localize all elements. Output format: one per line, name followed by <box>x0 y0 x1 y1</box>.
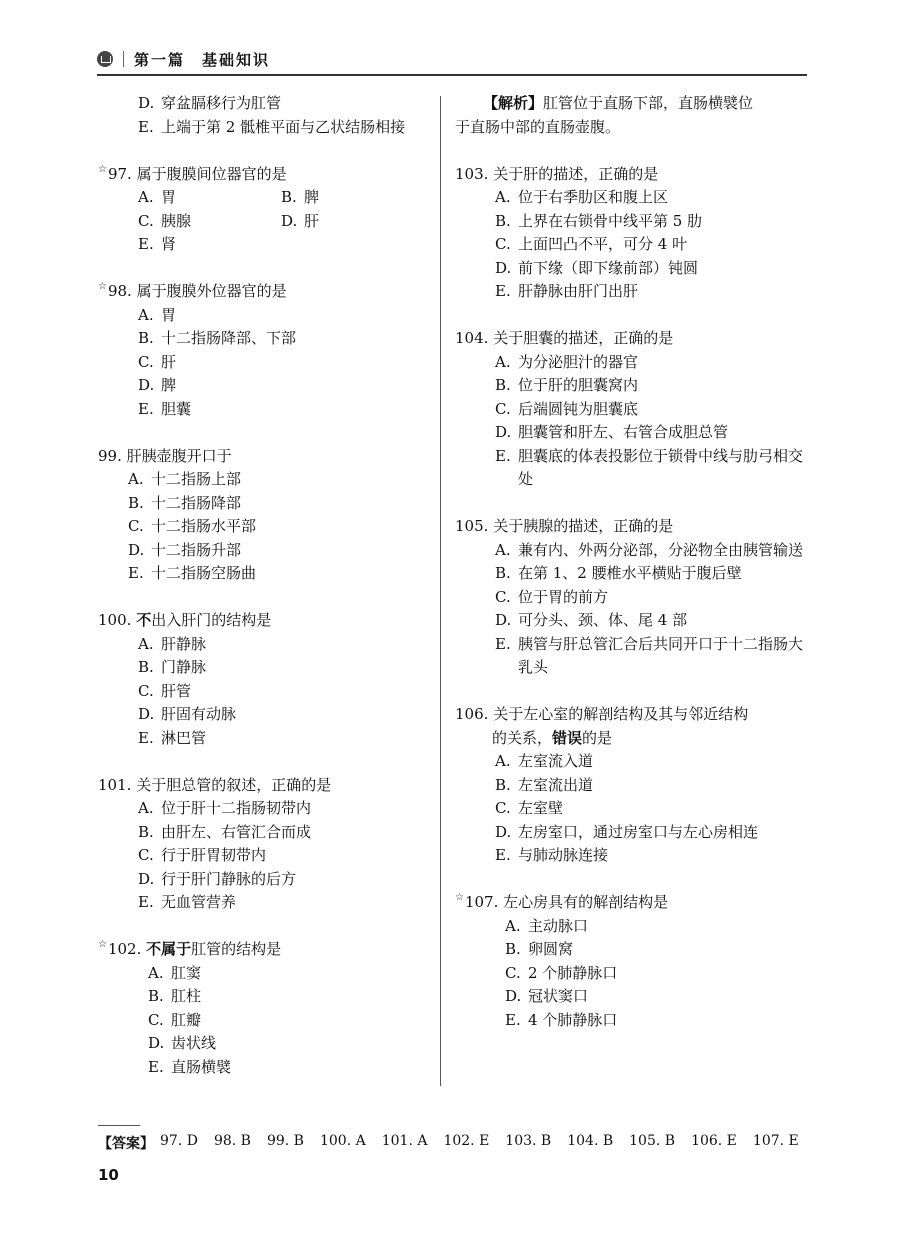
question-text: 关于胆囊的描述，正确的是 <box>493 329 674 347</box>
header-rule <box>97 74 807 76</box>
option-row: E. 肾 <box>138 235 177 253</box>
star-icon: ☆ <box>98 281 107 292</box>
answer-item: 99. B <box>266 1133 304 1149</box>
header-title: 第一篇 基础知识 <box>134 50 271 69</box>
question-number: 97. <box>107 164 132 183</box>
option: E. 上端于第 2 骶椎平面与乙状结肠相接 <box>138 117 406 136</box>
question-number: 102. <box>107 940 142 958</box>
answer-key-label: 【答案】 <box>98 1136 154 1152</box>
question-number: 100. <box>98 611 132 629</box>
left-column <box>98 92 428 1103</box>
question-stem-cont: 的关系，错误的是 <box>492 728 613 747</box>
star-icon: ☆ <box>98 939 107 950</box>
question-number: 105. <box>455 517 489 535</box>
answer-item: 98. B <box>213 1133 251 1149</box>
option-row: A. 胃 B. 脾 <box>138 188 320 206</box>
question-text: 肛管的结构是 <box>191 940 282 958</box>
page-number: 10 <box>98 1166 119 1184</box>
answer-item: 101. A <box>381 1133 428 1149</box>
question-text: 关于肝的描述，正确的是 <box>493 164 659 183</box>
question-stem <box>98 445 428 469</box>
star-icon: ☆ <box>98 163 107 175</box>
question-text: 出入肝门的结构是 <box>151 611 272 629</box>
question-97 <box>98 163 428 257</box>
question-number: 99. <box>98 446 122 465</box>
question-stem <box>98 774 428 798</box>
question-number: 107. <box>464 893 499 911</box>
question-105: 105. 关于胰腺的描述，正确的是 A. 兼有内、外两分泌部，分泌物全由胰管输送 B. 在第 1、2 腰椎水平横贴于腹后壁 C. 位于胃的前方 D. 可分头、颈、体、尾 4 部 E. 胰管与肝总管汇合后共同开口于十二指肠大乳头 <box>455 515 807 680</box>
header-separator <box>123 51 124 67</box>
running-header <box>97 44 807 74</box>
book-icon <box>97 51 113 67</box>
question-103: 103. 关于肝的描述，正确的是 A. 位于右季肋区和腹上区 B. 上界在右锁骨中线平第 5 肋 C. 上面凹凸不平，可分 4 叶 D. 前下缘（即下缘前部）钝圆 E. 肝静脉由肝门出肝 <box>455 163 807 304</box>
emphasis-text: 错误 <box>552 728 583 747</box>
option-row: C. 胰腺 D. 肝 <box>138 211 320 230</box>
question-100: 100. 不 出入肝门的结构是 A. 肝静脉 B. 门静脉 C. 肝管 D. 肝固有动脉 E. 淋巴管 <box>98 609 428 750</box>
question-99: 99. 肝胰壶腹开口于 A. 十二指肠上部 B. 十二指肠降部 C. 十二指肠水平部 D. 十二指肠升部 E. 十二指肠空肠曲 <box>98 445 428 586</box>
question-98: ☆ 98. 属于腹膜外位器官的是 A. 胃 B. 十二指肠降部、下部 C. 肝 D. 脾 E. 胆囊 <box>98 280 428 421</box>
question-stem <box>455 327 807 351</box>
explanation-line: 【解析】肛管位于直肠下部，直肠横襞位 <box>483 94 754 112</box>
option: D. 穿盆膈移行为肛管 <box>138 94 282 112</box>
question-106: 106. 关于左心室的解剖结构及其与邻近结构 的关系，错误的是 A. 左室流入道 B. 左室流出道 C. 左室壁 D. 左房室口，通过房室口与左心房相连 E. 与肺动脉连接 <box>455 703 807 868</box>
question-stem <box>455 891 807 915</box>
answer-item: 97. D <box>160 1133 198 1149</box>
question-text: 关于左心室的解剖结构及其与邻近结构 <box>493 705 749 723</box>
answer-item: 102. E <box>443 1133 490 1149</box>
answer-item: 105. B <box>629 1133 676 1149</box>
answer-key <box>98 1133 815 1153</box>
question-101: 101. 关于胆总管的叙述，正确的是 A. 位于肝十二指肠韧带内 B. 由肝左、右管汇合而成 C. 行于肝胃韧带内 D. 行于肝门静脉的后方 E. 无血管营养 <box>98 774 428 915</box>
question-text: 关于胰腺的描述，正确的是 <box>493 517 674 535</box>
emphasis-text: 不 <box>136 611 152 629</box>
question-stem <box>98 280 428 304</box>
question-stem <box>98 609 428 633</box>
question-96-tail <box>98 92 428 139</box>
question-number: 106. <box>455 705 489 723</box>
emphasis-text: 不属于 <box>146 940 192 958</box>
question-text: 左心房具有的解剖结构是 <box>503 893 669 911</box>
question-102: ☆ 102. 不属于 肛管的结构是 A. 肛窦 B. 肛柱 C. 肛瓣 D. 齿状线 E. 直肠横襞 <box>98 938 428 1079</box>
question-stem <box>98 938 428 962</box>
answer-rule <box>98 1125 140 1126</box>
question-stem <box>455 703 807 727</box>
right-column <box>455 92 807 1056</box>
question-number: 98. <box>107 282 132 300</box>
question-107: ☆ 107. 左心房具有的解剖结构是 A. 主动脉口 B. 卵圆窝 C. 2 个肺静脉口 D. 冠状窦口 E. 4 个肺静脉口 <box>455 891 807 1032</box>
answer-item: 107. E <box>752 1133 799 1149</box>
answer-item: 103. B <box>505 1133 552 1149</box>
answer-item: 104. B <box>567 1133 614 1149</box>
question-number: 101. <box>98 775 132 794</box>
question-text: 属于腹膜外位器官的是 <box>136 282 287 300</box>
explanation-block <box>455 92 807 139</box>
explanation-tag: 【解析】 <box>483 94 544 112</box>
question-stem <box>455 163 807 187</box>
question-text: 肝胰壶腹开口于 <box>126 446 232 465</box>
column-divider <box>440 96 441 1086</box>
answer-item: 106. E <box>691 1133 737 1149</box>
question-number: 104. <box>455 329 489 347</box>
answer-item: 100. A <box>319 1133 366 1149</box>
question-text: 关于胆总管的叙述，正确的是 <box>136 775 332 794</box>
question-number: 103. <box>455 164 489 183</box>
question-104: 104. 关于胆囊的描述，正确的是 A. 为分泌胆汁的器官 B. 位于肝的胆囊窝内 C. 后端圆钝为胆囊底 D. 胆囊管和肝左、右管合成胆总管 E. 胆囊底的体表投影位于锁骨中线与肋弓相交处 <box>455 327 807 492</box>
star-icon: ☆ <box>455 892 464 903</box>
explanation-line: 于直肠中部的直肠壶腹。 <box>455 117 621 136</box>
question-stem <box>455 515 807 539</box>
question-stem <box>98 163 428 187</box>
question-text: 属于腹膜间位器官的是 <box>136 164 287 183</box>
